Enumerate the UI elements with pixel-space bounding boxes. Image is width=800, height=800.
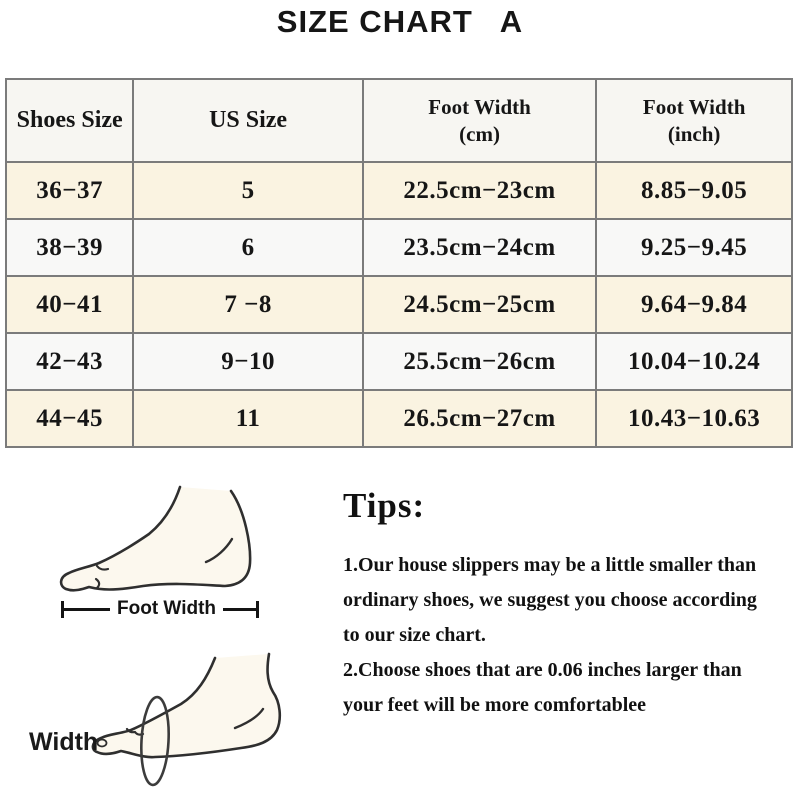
cell-foot-width-inch: 9.25−9.45: [596, 219, 792, 276]
measure-segment: [223, 608, 256, 611]
tip-line: to our size chart.: [343, 624, 486, 646]
column-header-foot-width-cm: [363, 79, 596, 162]
column-header-us-size: [133, 79, 363, 162]
cell-foot-width-cm: 24.5cm−25cm: [363, 276, 596, 333]
title-variant: A: [499, 4, 524, 39]
column-header-sub: (inch): [667, 121, 721, 146]
cell-shoes-size: 42−43: [6, 333, 133, 390]
cell-us-size: 6: [133, 219, 363, 276]
tip-line: 1.Our house slippers may be a little smaller than: [343, 554, 757, 576]
column-header-label: Shoes Size: [16, 107, 123, 133]
column-header-shoes-size: [6, 79, 133, 162]
column-header-label: Foot Width: [642, 95, 746, 120]
cell-foot-width-inch: 8.85−9.05: [596, 162, 792, 219]
table-row: [6, 333, 792, 390]
page-title: [0, 4, 800, 40]
measure-segment: [64, 608, 110, 611]
cell-shoes-size: 38−39: [6, 219, 133, 276]
foot-width-ellipse-illustration: [85, 650, 297, 796]
column-header-label: US Size: [209, 107, 288, 133]
cell-shoes-size: 44−45: [6, 390, 133, 447]
table-row: [6, 162, 792, 219]
column-header-foot-width-inch: [596, 79, 792, 162]
tip-line: ordinary shoes, we suggest you choose according: [343, 589, 757, 611]
column-header-label: Foot Width: [428, 95, 531, 120]
cell-us-size: 7 −8: [133, 276, 363, 333]
cell-foot-width-inch: 10.43−10.63: [596, 390, 792, 447]
cell-foot-width-inch: 9.64−9.84: [596, 276, 792, 333]
table-row: [6, 390, 792, 447]
cell-foot-width-inch: 10.04−10.24: [596, 333, 792, 390]
foot-width-label: Foot Width: [117, 598, 217, 619]
foot-side-view-illustration: [53, 479, 257, 615]
cell-foot-width-cm: 26.5cm−27cm: [363, 390, 596, 447]
tips-heading: Tips:: [343, 486, 426, 525]
table-row: [6, 276, 792, 333]
title-main: SIZE CHART: [276, 4, 473, 39]
cell-us-size: 5: [133, 162, 363, 219]
table-header-row: [6, 79, 792, 162]
cell-foot-width-cm: 25.5cm−26cm: [363, 333, 596, 390]
tip-line: 2.Choose shoes that are 0.06 inches larger than: [343, 659, 742, 681]
cell-shoes-size: 40−41: [6, 276, 133, 333]
cell-us-size: 9−10: [133, 333, 363, 390]
measure-tick-right: [256, 601, 259, 618]
width-label: Width: [29, 728, 99, 756]
table-row: [6, 219, 792, 276]
tip-line: your feet will be more comfortablee: [343, 694, 647, 716]
cell-shoes-size: 36−37: [6, 162, 133, 219]
cell-foot-width-cm: 22.5cm−23cm: [363, 162, 596, 219]
foot-width-measure-line: [63, 599, 257, 619]
column-header-sub: (cm): [459, 121, 500, 146]
cell-foot-width-cm: 23.5cm−24cm: [363, 219, 596, 276]
tips-section: [343, 486, 799, 723]
cell-us-size: 11: [133, 390, 363, 447]
size-chart-table: [5, 78, 793, 448]
